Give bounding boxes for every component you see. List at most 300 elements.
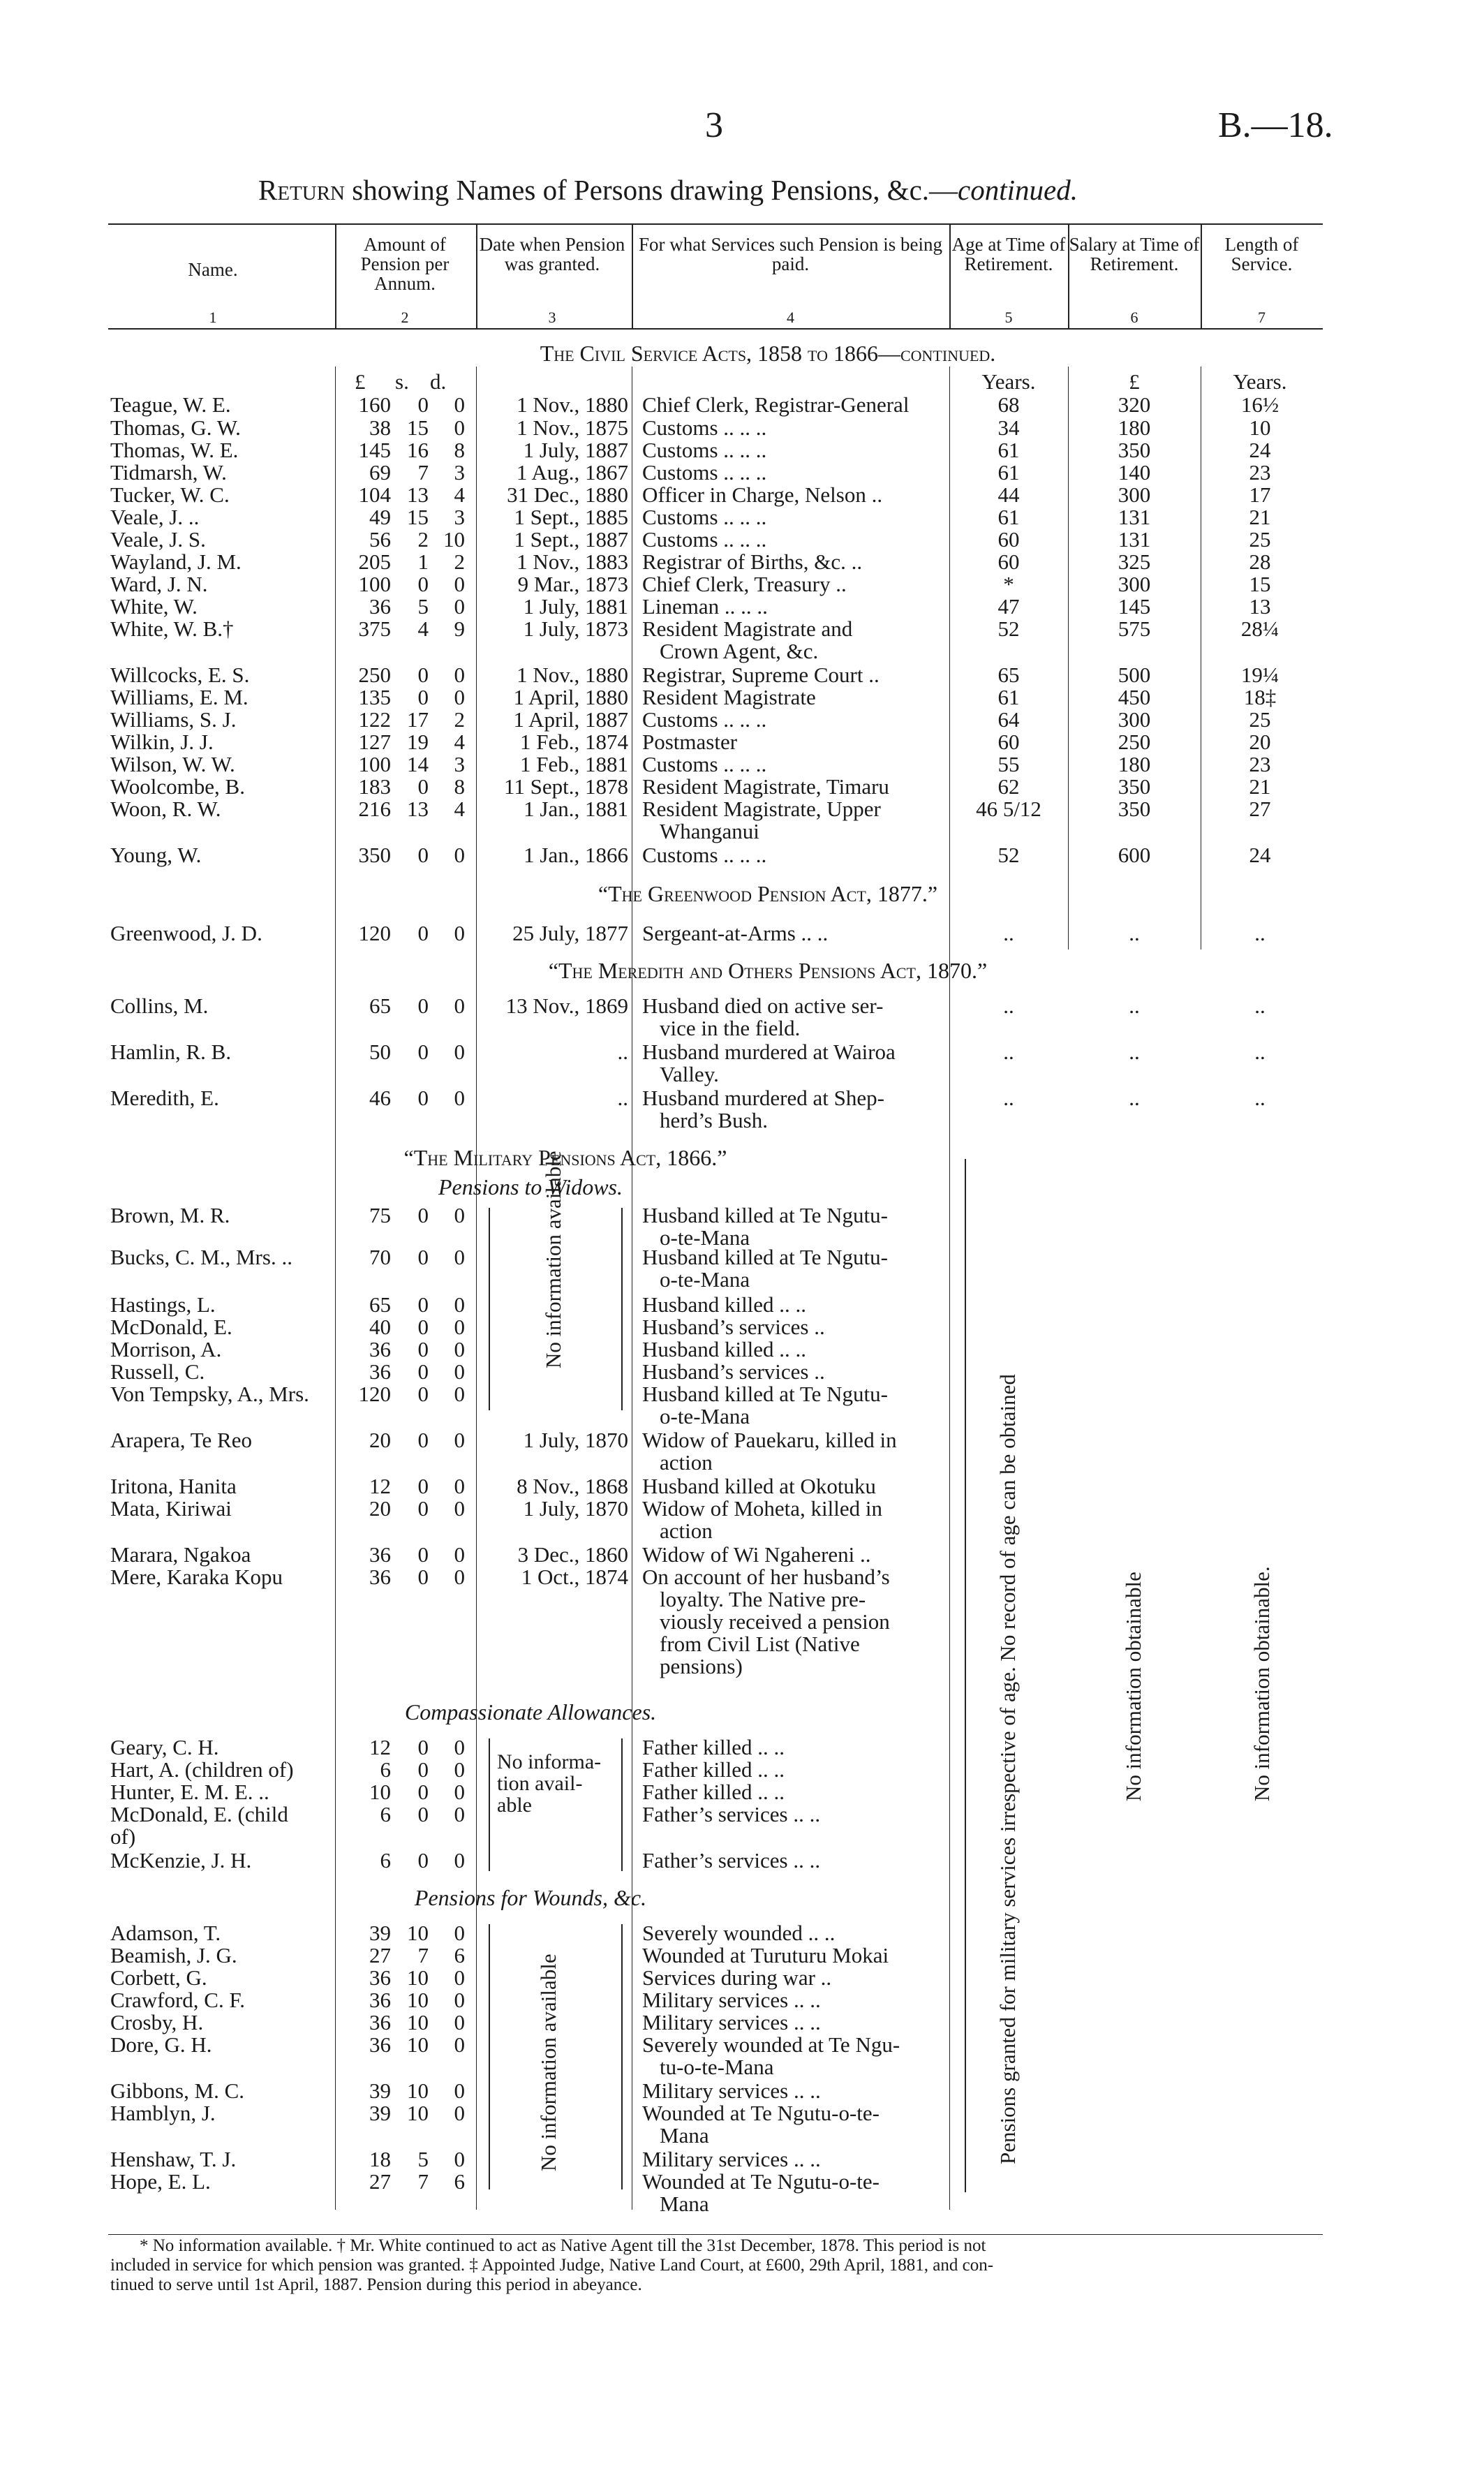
service-cell: Postmaster: [642, 730, 738, 754]
shillings: 0: [417, 1757, 429, 1782]
salary-cell: 325: [1118, 549, 1151, 574]
name-cell: Russell, C.: [110, 1359, 205, 1384]
column-number-4: 4: [787, 309, 794, 326]
name-cell: Iritona, Hanita: [110, 1474, 237, 1498]
table-row: [0, 775, 1484, 799]
service-cell: Customs .. .. ..: [642, 415, 767, 440]
pence: 0: [454, 1965, 465, 1990]
service-cell-cont: tu-o-te-Mana: [660, 2055, 774, 2079]
table-row: [0, 1988, 1484, 2012]
pounds: 183: [358, 774, 391, 799]
service-cell-cont: action: [660, 1450, 713, 1475]
name-cell: Greenwood, J. D.: [110, 921, 262, 945]
pence: 0: [454, 1203, 465, 1227]
table-row: [0, 993, 1484, 1040]
pounds: 39: [369, 2078, 391, 2103]
date-cell: 1 July, 1870: [523, 1496, 628, 1521]
date-cell: 1 Oct., 1874: [521, 1565, 628, 1589]
length-cell: 24: [1249, 843, 1271, 867]
length-cell: 24: [1249, 438, 1271, 462]
column-number-1: 1: [209, 309, 217, 326]
service-cell-cont: o-te-Mana: [660, 1225, 750, 1250]
section-meredith: “The Meredith and Others Pensions Act, 1870.”: [548, 958, 988, 983]
shillings: 0: [417, 843, 429, 867]
table-header-rule: [108, 328, 1323, 330]
column-number-2: 2: [401, 309, 409, 326]
salary-cell: 320: [1118, 392, 1151, 417]
length-cell: 23: [1249, 752, 1271, 776]
pence: 0: [454, 2078, 465, 2103]
pounds: 49: [369, 505, 391, 529]
name-cell: Williams, S. J.: [110, 707, 237, 732]
date-cell: 1 Jan., 1881: [524, 797, 628, 821]
name-cell: Wayland, J. M.: [110, 549, 242, 574]
shillings: 15: [407, 505, 429, 529]
service-cell: Resident Magistrate: [642, 685, 816, 709]
age-cell: 60: [997, 730, 1020, 754]
length-cell: 25: [1249, 527, 1271, 552]
pence: 8: [454, 438, 465, 462]
age-cell: 44: [997, 482, 1020, 507]
column-number-3: 3: [548, 309, 556, 326]
age-cell: ..: [1003, 921, 1014, 945]
brace-left: [489, 1924, 490, 2189]
shillings: 0: [417, 1382, 429, 1406]
name-cell: Crawford, C. F.: [110, 1988, 245, 2012]
table-row: [0, 843, 1484, 867]
pounds: 12: [369, 1474, 391, 1498]
salary-cell: 600: [1118, 843, 1151, 867]
name-cell: Mere, Karaka Kopu: [110, 1565, 283, 1589]
table-top-rule: [108, 223, 1323, 225]
service-cell: Resident Magistrate, Upper: [642, 797, 881, 821]
salary-cell: 180: [1118, 752, 1151, 776]
pence: 0: [454, 685, 465, 709]
table-row: [0, 616, 1484, 663]
salary-cell: 300: [1118, 482, 1151, 507]
pence: 4: [454, 730, 465, 754]
name-cell: Tidmarsh, W.: [110, 460, 227, 485]
shillings: 13: [407, 482, 429, 507]
pence: 6: [454, 1943, 465, 1967]
column-header-4: For what Services such Pension is being paid.: [639, 234, 942, 274]
service-cell: Father killed .. ..: [642, 1735, 785, 1759]
name-cell: Thomas, W. E.: [110, 438, 239, 462]
name-cell: McDonald, E. (child: [110, 1802, 288, 1826]
salary-cell: 300: [1118, 707, 1151, 732]
service-cell: Military services .. ..: [642, 1988, 821, 2012]
pounds: 250: [358, 663, 391, 687]
pounds: 216: [358, 797, 391, 821]
date-cell: 1 July, 1881: [523, 594, 628, 619]
column-header-1: Name.: [188, 259, 238, 280]
pounds: 18: [369, 2147, 391, 2171]
shillings: 0: [417, 1337, 429, 1361]
name-cell: Morrison, A.: [110, 1337, 222, 1361]
pence: 3: [454, 460, 465, 485]
length-cell: 13: [1249, 594, 1271, 619]
shillings: 0: [417, 1245, 429, 1269]
pounds: 69: [369, 460, 391, 485]
table-row: [0, 461, 1484, 485]
service-cell-cont: viously received a pension: [660, 1609, 890, 1634]
pounds: 20: [369, 1496, 391, 1521]
salary-cell: 250: [1118, 730, 1151, 754]
shillings: 0: [417, 1802, 429, 1826]
footnote-line-2: included in service for which pension was granted. ‡ Appointed Judge, Native Land Court, at £600, 29th April, 1881, and con-: [110, 2256, 994, 2275]
length-cell: ..: [1254, 1040, 1266, 1064]
date-cell: 1 Sept., 1885: [514, 505, 628, 529]
pence: 0: [454, 1086, 465, 1110]
shillings: 0: [417, 1040, 429, 1064]
pounds: 36: [369, 1542, 391, 1567]
table-row: [0, 708, 1484, 732]
pounds: 36: [369, 594, 391, 619]
service-cell: Wounded at Te Ngutu-o-te-: [642, 2169, 880, 2194]
service-cell: Husband died on active ser-: [642, 993, 884, 1018]
service-cell: Chief Clerk, Registrar-General: [642, 392, 910, 417]
name-cell: Woon, R. W.: [110, 797, 221, 821]
pence: 2: [454, 707, 465, 732]
shillings: 0: [417, 1086, 429, 1110]
table-row: [0, 730, 1484, 754]
section-greenwood: “The Greenwood Pension Act, 1877.”: [598, 881, 938, 906]
pounds: 39: [369, 1921, 391, 1945]
pounds: 100: [358, 572, 391, 596]
date-cell: 25 July, 1877: [512, 921, 628, 945]
unit-label: £: [1129, 369, 1140, 394]
age-cell: 61: [997, 438, 1020, 462]
service-cell: Customs .. .. ..: [642, 527, 767, 552]
date-cell: 11 Sept., 1878: [504, 774, 628, 799]
table-row: [0, 1921, 1484, 1945]
date-cell: 1 July, 1870: [523, 1428, 628, 1452]
salary-cell: ..: [1129, 1040, 1140, 1064]
shillings: 0: [417, 774, 429, 799]
pence: 0: [454, 1735, 465, 1759]
service-cell: Military services .. ..: [642, 2010, 821, 2034]
date-cell: 1 Aug., 1867: [516, 460, 628, 485]
footnote-line-1: * No information available. † Mr. White continued to act as Native Agent till the 31st December, 1878. This period is not: [140, 2236, 986, 2255]
shillings: 13: [407, 797, 429, 821]
pence: 0: [454, 1382, 465, 1406]
document-reference: B.—18.: [1218, 105, 1333, 145]
pounds: 104: [358, 482, 391, 507]
table-row: [0, 753, 1484, 776]
page-number: 3: [705, 105, 723, 145]
date-cell: 9 Mar., 1873: [517, 572, 628, 596]
service-cell-cont: Crown Agent, &c.: [660, 639, 819, 663]
age-cell: 61: [997, 685, 1020, 709]
salary-cell: 131: [1118, 527, 1151, 552]
shillings: 10: [407, 2101, 429, 2125]
pence: 0: [454, 594, 465, 619]
shillings: 10: [407, 2078, 429, 2103]
length-cell: 16½: [1240, 392, 1279, 417]
name-cell: McDonald, E.: [110, 1315, 232, 1339]
length-cell: 21: [1249, 774, 1271, 799]
date-cell: 1 Nov., 1880: [517, 392, 628, 417]
age-cell: 64: [997, 707, 1020, 732]
table-row: [0, 1203, 1484, 1250]
service-cell: Wounded at Te Ngutu-o-te-: [642, 2101, 880, 2125]
brace-left: [489, 1208, 490, 1410]
age-cell: 47: [997, 594, 1020, 619]
shillings: 0: [417, 1565, 429, 1589]
section-military: “The Military Pensions Act, 1866.”: [403, 1145, 727, 1170]
pence: 0: [454, 663, 465, 687]
name-cell: Ward, J. N.: [110, 572, 208, 596]
title-lead: Return: [258, 174, 346, 206]
age-cell: 68: [997, 392, 1020, 417]
pounds: 36: [369, 1965, 391, 1990]
table-row: [0, 595, 1484, 619]
salary-cell: 180: [1118, 415, 1151, 440]
pounds: 120: [358, 921, 391, 945]
salary-cell: 500: [1118, 663, 1151, 687]
brace-age: [965, 1159, 966, 2192]
name-cell: McKenzie, J. H.: [110, 1848, 252, 1872]
service-cell-cont: from Civil List (Native: [660, 1632, 860, 1656]
pence: 0: [454, 1757, 465, 1782]
service-cell: Widow of Wi Ngahereni ..: [642, 1542, 871, 1567]
shillings: 17: [407, 707, 429, 732]
length-cell: 21: [1249, 505, 1271, 529]
service-cell: Husband killed at Te Ngutu-: [642, 1245, 888, 1269]
pence: 0: [454, 1474, 465, 1498]
pence: 0: [454, 1921, 465, 1945]
shillings: 0: [417, 1496, 429, 1521]
service-cell: Husband killed at Te Ngutu-: [642, 1203, 888, 1227]
name-cell: Hastings, L.: [110, 1292, 216, 1317]
date-cell: ..: [617, 1040, 628, 1064]
name-cell: Hart, A. (children of): [110, 1757, 294, 1782]
table-row: [0, 1944, 1484, 1967]
date-cell: 1 Feb., 1874: [520, 730, 628, 754]
name-cell: Teague, W. E.: [110, 392, 231, 417]
date-cell: 1 July, 1873: [523, 616, 628, 641]
name-cell: Hope, E. L.: [110, 2169, 211, 2194]
shillings: 19: [407, 730, 429, 754]
date-cell: 3 Dec., 1860: [517, 1542, 628, 1567]
pence: 0: [454, 1496, 465, 1521]
name-cell: Hunter, E. M. E. ..: [110, 1780, 269, 1804]
service-cell: Husband murdered at Wairoa: [642, 1040, 896, 1064]
pence: 0: [454, 1245, 465, 1269]
name-cell: Von Tempsky, A., Mrs.: [110, 1382, 309, 1406]
pounds: 36: [369, 1359, 391, 1384]
service-cell: Husband killed at Te Ngutu-: [642, 1382, 888, 1406]
table-row: [0, 573, 1484, 596]
length-cell: 20: [1249, 730, 1271, 754]
age-cell: 60: [997, 549, 1020, 574]
shillings: 0: [417, 1203, 429, 1227]
table-row: [0, 505, 1484, 529]
service-cell: Chief Clerk, Treasury ..: [642, 572, 847, 596]
service-cell: Resident Magistrate and: [642, 616, 853, 641]
pence: 0: [454, 1040, 465, 1064]
pounds: 350: [358, 843, 391, 867]
table-row: [0, 1543, 1484, 1567]
shillings: 10: [407, 2010, 429, 2034]
pence: 3: [454, 505, 465, 529]
pence: 0: [454, 2010, 465, 2034]
shillings: 0: [417, 1315, 429, 1339]
age-cell: 55: [997, 752, 1020, 776]
age-cell: 62: [997, 774, 1020, 799]
table-row: [0, 1360, 1484, 1384]
shillings: 15: [407, 415, 429, 440]
date-cell: 1 July, 1887: [523, 438, 628, 462]
pounds: 65: [369, 993, 391, 1018]
name-cell: Henshaw, T. J.: [110, 2147, 237, 2171]
pence: 0: [454, 2032, 465, 2057]
service-cell: Husband killed at Okotuku: [642, 1474, 876, 1498]
pence: 0: [454, 993, 465, 1018]
table-row: [0, 550, 1484, 574]
salary-note: No information obtainable: [1121, 1572, 1145, 1801]
service-cell: Registrar of Births, &c. ..: [642, 549, 863, 574]
table-row: [0, 1966, 1484, 1990]
table-row: [0, 2079, 1484, 2103]
pence: 10: [443, 527, 465, 552]
pounds: 6: [380, 1802, 391, 1826]
age-cell: 61: [997, 460, 1020, 485]
table-row: [0, 2169, 1484, 2216]
table-row: [0, 2101, 1484, 2148]
service-cell: Wounded at Turuturu Mokai: [642, 1943, 889, 1967]
name-cell: Geary, C. H.: [110, 1735, 219, 1759]
pounds: 46: [369, 1086, 391, 1110]
pence: 3: [454, 752, 465, 776]
table-row: [0, 438, 1484, 462]
name-cell: Marara, Ngakoa: [110, 1542, 251, 1567]
salary-cell: 350: [1118, 774, 1151, 799]
date-cell: 1 Nov., 1875: [517, 415, 628, 440]
service-cell: Father killed .. ..: [642, 1757, 785, 1782]
date-cell: 8 Nov., 1868: [517, 1474, 628, 1498]
pence: 9: [454, 616, 465, 641]
service-cell: Widow of Moheta, killed in: [642, 1496, 882, 1521]
name-cell: Williams, E. M.: [110, 685, 248, 709]
table-row: [0, 1086, 1484, 1132]
salary-cell: 300: [1118, 572, 1151, 596]
table-row: [0, 1293, 1484, 1317]
pounds: 70: [369, 1245, 391, 1269]
pounds: 36: [369, 2010, 391, 2034]
pounds: 100: [358, 752, 391, 776]
subsection-compassionate: Compassionate Allowances.: [404, 1699, 657, 1724]
name-cell: Willcocks, E. S.: [110, 663, 250, 687]
shillings: 7: [417, 2169, 429, 2194]
service-cell: Customs .. .. ..: [642, 505, 767, 529]
pounds: 375: [358, 616, 391, 641]
service-cell: Registrar, Supreme Court ..: [642, 663, 880, 687]
unit-label: Years.: [1233, 369, 1287, 394]
pounds: 120: [358, 1382, 391, 1406]
shillings: 14: [407, 752, 429, 776]
table-row: [0, 686, 1484, 709]
name-cell: White, W.: [110, 594, 198, 619]
service-cell: Severely wounded at Te Ngu-: [642, 2032, 900, 2057]
pence: 8: [454, 774, 465, 799]
brace-left: [489, 1738, 490, 1871]
pounds: 56: [369, 527, 391, 552]
shillings: 7: [417, 460, 429, 485]
subsection-wounds: Pensions for Wounds, &c.: [414, 1885, 647, 1910]
brace-right: [621, 1208, 623, 1410]
table-row: [0, 1382, 1484, 1428]
pence: 4: [454, 482, 465, 507]
footnote-rule: [108, 2234, 1323, 2235]
pence: 0: [454, 1359, 465, 1384]
shillings: 10: [407, 1988, 429, 2012]
service-cell: Husband’s services ..: [642, 1359, 825, 1384]
table-row: [0, 416, 1484, 440]
service-cell: Customs .. .. ..: [642, 460, 767, 485]
unit-label: s.: [395, 369, 409, 394]
name-cell: Bucks, C. M., Mrs. ..: [110, 1245, 292, 1269]
date-cell: 1 Nov., 1880: [517, 663, 628, 687]
name-cell: Corbett, G.: [110, 1965, 207, 1990]
service-cell: Officer in Charge, Nelson ..: [642, 482, 883, 507]
shillings: 0: [417, 921, 429, 945]
name-cell: Wilkin, J. J.: [110, 730, 214, 754]
table-row: [0, 2011, 1484, 2034]
service-cell-cont: action: [660, 1519, 713, 1543]
age-cell: ..: [1003, 993, 1014, 1018]
unit-label: d.: [430, 369, 447, 394]
shillings: 0: [417, 993, 429, 1018]
name-cell: Collins, M.: [110, 993, 209, 1018]
salary-cell: 350: [1118, 438, 1151, 462]
shillings: 2: [417, 527, 429, 552]
pounds: 36: [369, 1337, 391, 1361]
service-cell: Customs .. .. ..: [642, 843, 767, 867]
service-cell-cont: Mana: [660, 2192, 709, 2216]
wounds-date-note: No information available: [536, 1953, 561, 2171]
shillings: 16: [407, 438, 429, 462]
shillings: 0: [417, 1735, 429, 1759]
service-cell-cont: herd’s Bush.: [660, 1108, 768, 1132]
pence: 0: [454, 415, 465, 440]
shillings: 0: [417, 572, 429, 596]
salary-cell: 145: [1118, 594, 1151, 619]
column-number-5: 5: [1004, 309, 1013, 326]
date-cell: 1 April, 1880: [513, 685, 628, 709]
table-row: [0, 1245, 1484, 1292]
age-note: Pensions granted for military services irrespective of age. No record of age can be obtained: [995, 1374, 1020, 2164]
name-cell: Gibbons, M. C.: [110, 2078, 245, 2103]
pence: 0: [454, 1428, 465, 1452]
pounds: 65: [369, 1292, 391, 1317]
unit-label: £: [355, 369, 366, 394]
service-cell: Husband’s services ..: [642, 1315, 825, 1339]
service-cell: Husband killed .. ..: [642, 1292, 807, 1317]
column-number-7: 7: [1258, 309, 1266, 326]
shillings: 0: [417, 1359, 429, 1384]
service-cell: Military services .. ..: [642, 2147, 821, 2171]
service-cell-cont: pensions): [660, 1654, 743, 1678]
column-header-3: Date when Pension was granted.: [479, 234, 625, 274]
name-cell: Crosby, H.: [110, 2010, 204, 2034]
length-cell: 23: [1249, 460, 1271, 485]
service-cell: Father’s services .. ..: [642, 1802, 821, 1826]
pence: 0: [454, 392, 465, 417]
table-row: [0, 1475, 1484, 1498]
column-header-6: Salary at Time of Retirement.: [1069, 234, 1200, 274]
table-row: [0, 663, 1484, 687]
